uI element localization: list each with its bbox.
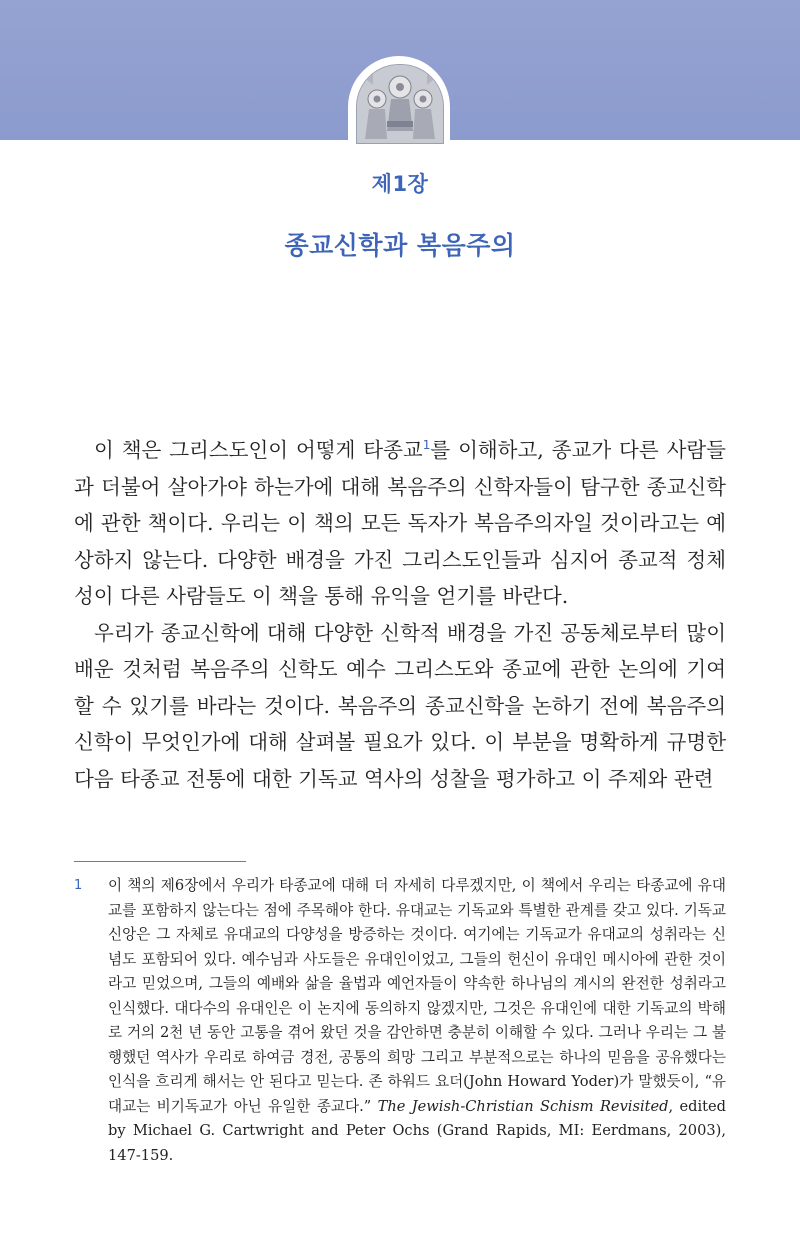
footnote-reference[interactable]: 1 xyxy=(422,438,431,453)
body-text xyxy=(74,432,726,797)
footnote-number: 1 xyxy=(74,878,83,893)
trinity-icon xyxy=(356,64,444,144)
paragraph-1-end: 를 이해하고, 종교가 다른 사람들과 더불어 살아가야 하는가에 대해 복음주의 신학자들이 탐구한 종교신학에 관한 책이다. 우리는 이 책의 모든 독자가 복음주의자일 것이라고는 예상하지 않는다. 다양한 배경을 가진 그리스도인들과 심지어 종교적 정체성이 다른 사람들도 이 책을 통해 유익을 얻기를 바란다. xyxy=(74,438,726,608)
footnote xyxy=(74,874,726,1168)
chapter-label: 제1장 xyxy=(371,172,429,196)
footnote-body xyxy=(108,874,726,1168)
footnote-book-title: The Jewish-Christian Schism Revisited xyxy=(377,1097,669,1115)
paragraph-1 xyxy=(74,432,726,615)
paragraph-2: 우리가 종교신학에 대해 다양한 신학적 배경을 가진 공동체로부터 많이 배운 것처럼 복음주의 신학도 예수 그리스도와 종교에 관한 논의에 기여할 수 있기를 바라는 것이다. 복음주의 종교신학을 논하기 전에 복음주의 신학이 무엇인가에 대해 살펴볼 필요가 있다. 이 부분을 명확하게 규명한 다음 타종교 전통에 대한 기독교 역사의 성찰을 평가하고 이 주제와 관련 xyxy=(74,620,726,791)
paragraph-1-start: 이 책은 그리스도인이 어떻게 타종교 xyxy=(94,438,423,462)
footnote-divider xyxy=(74,861,246,862)
chapter-title: 종교신학과 복음주의 xyxy=(284,231,516,260)
footnote-text: 이 책의 제6장에서 우리가 타종교에 대해 더 자세히 다루겠지만, 이 책에서 우리는 타종교에 유대교를 포함하지 않는다는 점에 주목해야 한다. 유대교는 기독교와 특별한 관계를 갖고 있다. 기독교 신앙은 그 자체로 유대교의 다양성을 방증하는 것이다. 여기에는 기독교가 유대교의 성취라는 신념도 포함되어 있다. 예수님과 사도들은 유대인이었고, 그들의 헌신이 유대인 메시아에 관한 것이라고 믿었으며, 그들의 예배와 삶을 율법과 예언자들이 약속한 하나님의 계시의 완전한 성취라고 인식했다. 대다수의 유대인은 이 논지에 동의하지 않겠지만, 그것은 유대인에 대한 기독교의 박해로 거의 2천 년 동안 고통을 겪어 왔던 것을 감안하면 충분히 이해할 수 있다. 그러나 우리는 그 불행했던 역사가 우리로 하여금 경전, 공통의 희망 그리고 부분적으로는 하나의 믿음을 공유했다는 인식을 흐리게 해서는 안 된다고 믿는다. 존 하워드 요더(John Howard Yoder)가 말했듯이, “유대교는 비기독교가 아닌 유일한 종교다.” xyxy=(108,877,726,1115)
footnote-citation: , edited by Michael G. Cartwright and Peter Ochs (Grand Rapids, MI: Eerdmans, 2003), 147-159. xyxy=(108,1097,727,1164)
